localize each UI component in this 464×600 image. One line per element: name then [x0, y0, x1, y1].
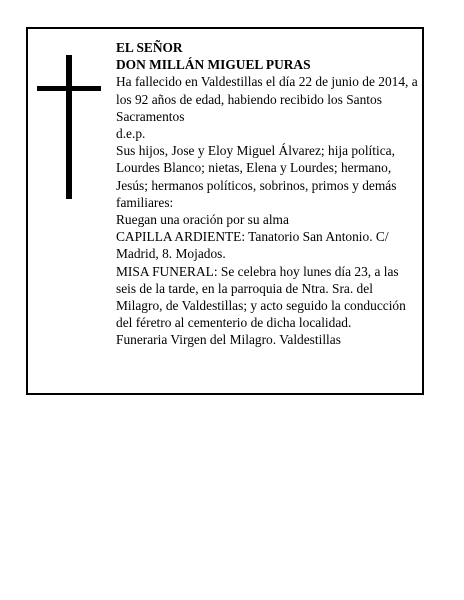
notice-text [116, 39, 420, 349]
deceased-name: DON MILLÁN MIGUEL PURAS [116, 57, 311, 73]
wake-location: CAPILLA ARDIENTE: Tanatorio San Antonio. C/ Madrid, 8. Mojados. [116, 229, 389, 262]
funeral-home: Funeraria Virgen del Milagro. Valdestillas [116, 332, 341, 348]
cross-icon [37, 55, 101, 199]
cross-vertical-bar [66, 55, 72, 199]
rest-in-peace: d.e.p. [116, 126, 146, 142]
death-announcement: Ha fallecido en Valdestillas el día 22 de junio de 2014, a los 92 años de edad, habiendo recibido los Santos Sacramentos [116, 74, 418, 124]
obituary-notice [26, 27, 424, 395]
title-line-1: EL SEÑOR [116, 40, 183, 55]
funeral-mass: MISA FUNERAL: Se celebra hoy lunes día 23, a las seis de la tarde, en la parroquia de Ntra. Sra. del Milagro, de Valdestillas; y acto seguido la conducción del féretro al cementerio de dicha localidad. [116, 263, 406, 331]
family-members: Sus hijos, Jose y Eloy Miguel Álvarez; hija política, Lourdes Blanco; nietas, Elena y Lourdes; hermano, Jesús; hermanos políticos, sobrinos, primos y demás familiares: [116, 143, 397, 210]
cross-horizontal-bar [37, 86, 101, 91]
prayer-request: Ruegan una oración por su alma [116, 212, 289, 228]
